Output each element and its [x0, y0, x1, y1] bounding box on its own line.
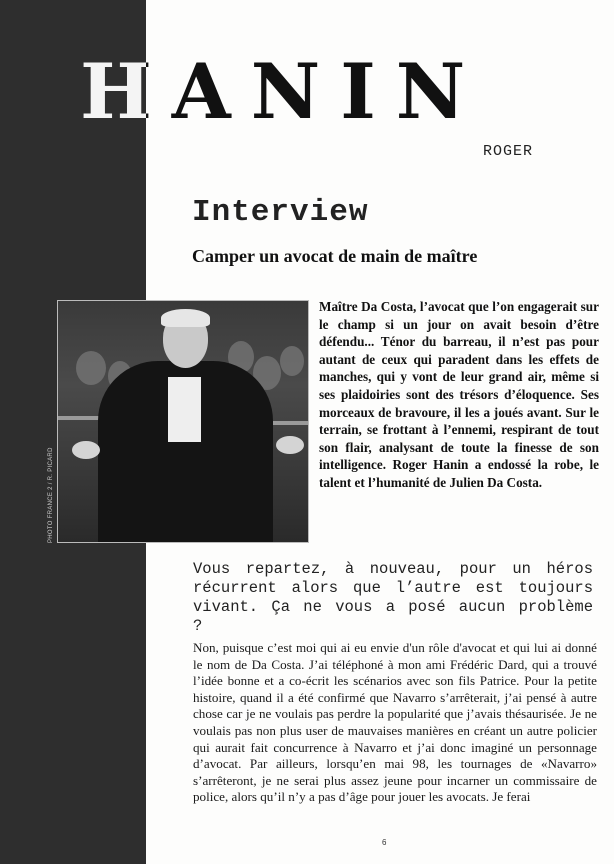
page-number: 6 — [382, 838, 387, 847]
interview-question: Vous repartez, à nouveau, pour un héros récurrent alors que l’autre est toujours vivant. Ça ne vous a posé aucun problème ? — [193, 560, 593, 635]
photo-rabat — [168, 377, 201, 442]
photo-background-figure — [280, 346, 304, 376]
photo-credit: PHOTO FRANCE 2 / R. PICARD — [48, 447, 54, 543]
interview-answer: Non, puisque c’est moi qui ai eu envie d'un rôle d'avocat et qui lui ai donné le nom de Da Costa. J’ai téléphoné à mon ami Frédéric Dard, qui a trouvé l’idée bonne et a co-écrit les scénarios avec son fils Patrice. Pour la petite histoire, quand il a été confirmé que Navarro s’arrêterait, j’ai pensé à autre chose car je ne voulais pas perdre la popularité que j’avais thésaurisée. Je ne voulais pas non plus user de mauvaises manières en créant un autre policier qui aurait fait concurrence à Navarro et j’ai donc imaginé un personnage d’avocat. Par ailleurs, lorsqu’en mai 98, les tournages de «Navarro» s’arrêteront, je ne serai plus assez jeune pour incarner un commissaire de police, alors qu’il n’y a pas d’âge pour jouer les avocats. Je ferai — [193, 640, 597, 805]
article-subtitle: Camper un avocat de main de maître — [192, 246, 478, 266]
photo-background-figure — [76, 351, 106, 385]
photo-hand-right — [276, 436, 304, 454]
section-label: Interview — [192, 195, 369, 230]
photo-hand-left — [72, 441, 100, 459]
surname-title: HANIN — [80, 47, 486, 136]
portrait-photo — [57, 300, 309, 543]
intro-paragraph: Maître Da Costa, l’avocat que l’on engagerait sur le champ si un jour on avait besoin d’être défendu... Ténor du barreau, il n’est pas pour autant de ceux qui paradent dans les effets de manches, qui y vont de leur grand air, même si ses plaidoiries sont des trésors d’éloquence. Ses morceaux de bravoure, il les a joués avant. Sur le terrain, se frottant à l’ennemi, respirant de tout son flair, analysant de toute la finesse de son intelligence. Roger Hanin a endossé la robe, le talent et l’humanité de Julien Da Costa. — [319, 299, 599, 490]
first-name: ROGER — [483, 143, 534, 160]
photo-hair — [161, 309, 210, 327]
